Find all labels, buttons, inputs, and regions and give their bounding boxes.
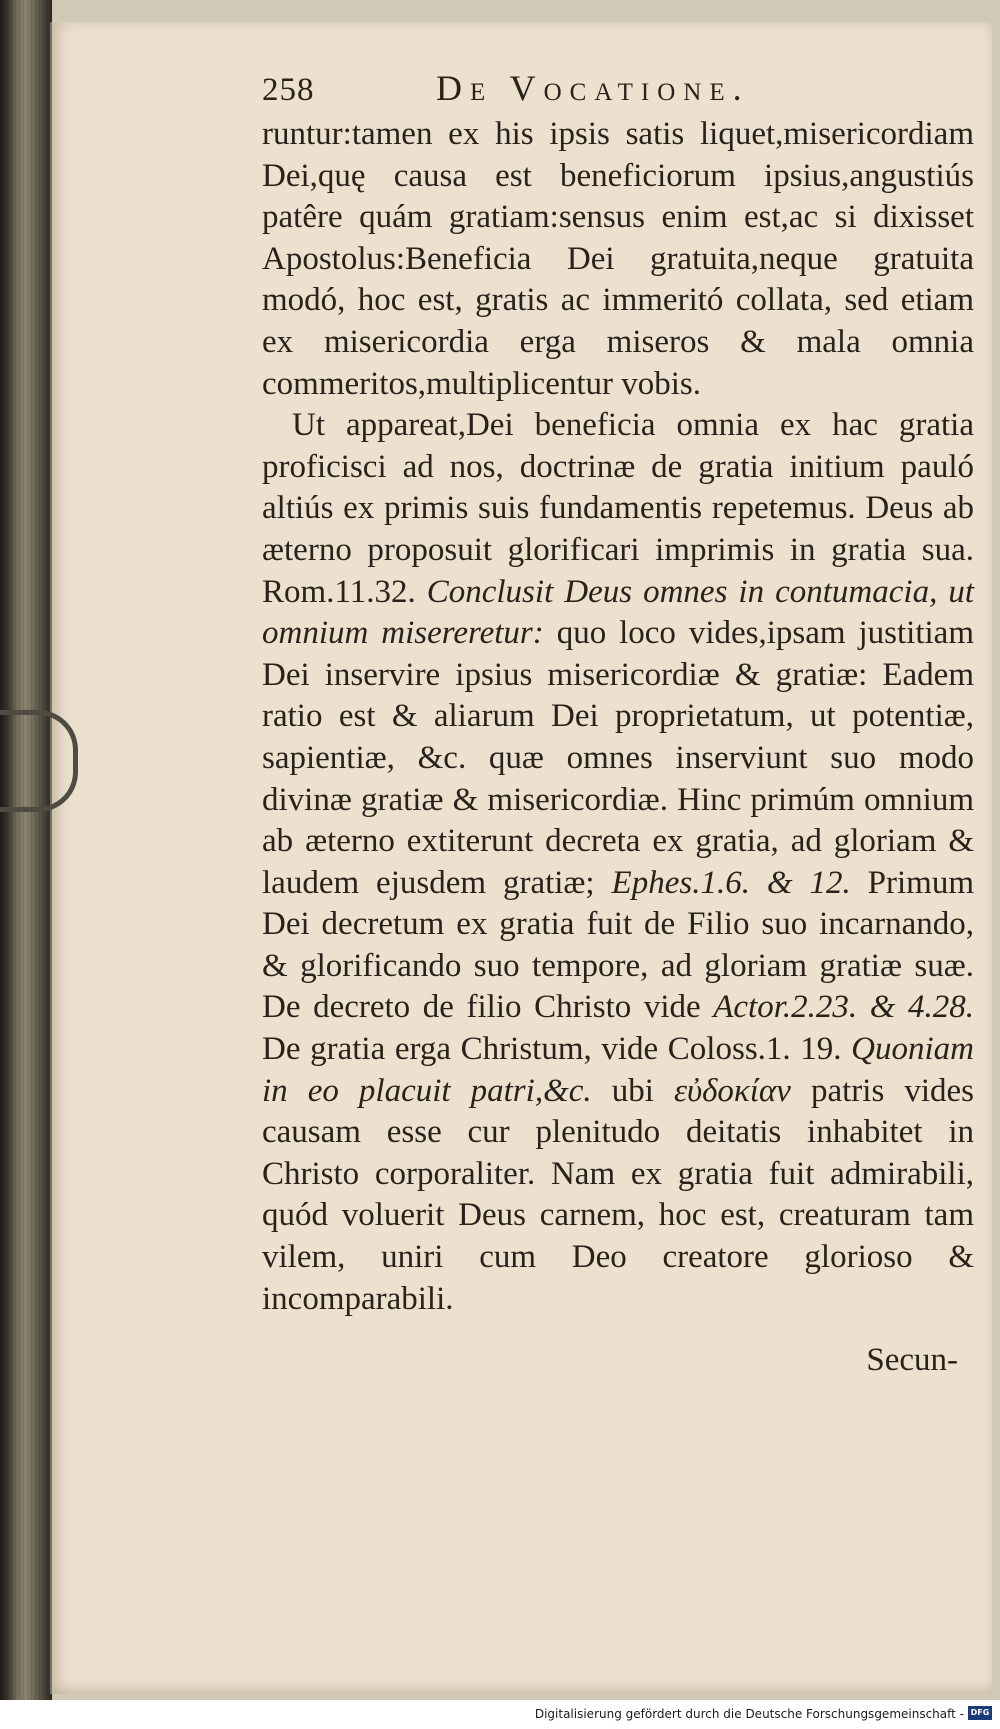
paragraph-1: runtur:tamen ex his ipsis satis liquet,misericordiam Dei,quę causa est beneficiorum ipsius,angustiús patêre quám gratiam:sensus enim est,ac si dixisset Apostolus:Beneficia Dei gratuita,neque gratuita modó, hoc est, gratis ac immeritó collata, sed etiam ex misericordia erga miseros & mala omnia commeritos,multiplicentur vobis. [262,116,974,402]
greek-word: εὐδοκίαν [673,1072,791,1109]
paragraph-2-text-a: Ut appareat,Dei beneficia omnia ex hac gratia proficisci ad nos, doctrinæ de gratia initium pauló altiús ex primis suis fundamentis repetemus. Deus ab æterno proposuit glorificari imprimis in gratia sua. Rom.11.32. [262,407,974,610]
scripture-quote-romans: Conclusit Deus omnes in contumacia, ut omnium misereretur: [262,573,974,652]
paragraph-2-text-i: ubi [611,1072,654,1109]
funding-credit: Digitalisierung gefördert durch die Deutsche Forschungsgemeinschaft - [534,1707,964,1721]
catchword: Secun- [866,1342,958,1379]
paragraph-2-text-g: De gratia erga Christum, vide Coloss.1. 19. [262,1031,842,1068]
scripture-quote-colossians: Quoniam in eo placuit patri,&c. [262,1031,975,1109]
page-header [262,70,974,114]
paragraph-2-text-k: patris vides causam esse cur plenitudo deitatis inhabitet in Christo corporaliter. Nam ex gratia fuit admirabili, quód voluerit Deus carnem, hoc est, creaturam tam vilem, uniri cum Deo creatore glorioso & incomparabili. [262,1072,974,1317]
dfg-logo: DFG [968,1706,992,1720]
reference-acts: Actor.2.23. & 4.28. [713,989,975,1026]
paragraph-2-text-c: quo loco vides,ipsam justitiam Dei inservire ipsius misericordiæ & gratiæ: Eadem ratio est & aliarum Dei proprietatum, ut potentiæ, sapientiæ, &c. quæ omnes inserviunt suo modo divinæ gratiæ & misericordiæ. Hinc primúm omnium ab æterno extiterunt decreta ex gratia, ad gloriam & laudem ejusdem gratiæ; [262,615,974,901]
paragraph-2 [262,405,974,1320]
reference-ephesians: Ephes.1.6. & 12. [611,864,851,901]
footer-bar [0,1700,1000,1729]
paragraph-2-text-e: Primum Dei decretum ex gratia fuit de Filio suo incarnando, & glorificando suo tempore, ad gloriam gratiæ suæ. De decreto de filio Christo vide [262,864,975,1026]
text-block [262,70,974,1382]
book-edge [0,0,52,1700]
page-number: 258 [262,72,315,108]
book-clamp [0,710,78,812]
running-title: De Vocatione. [436,68,750,108]
